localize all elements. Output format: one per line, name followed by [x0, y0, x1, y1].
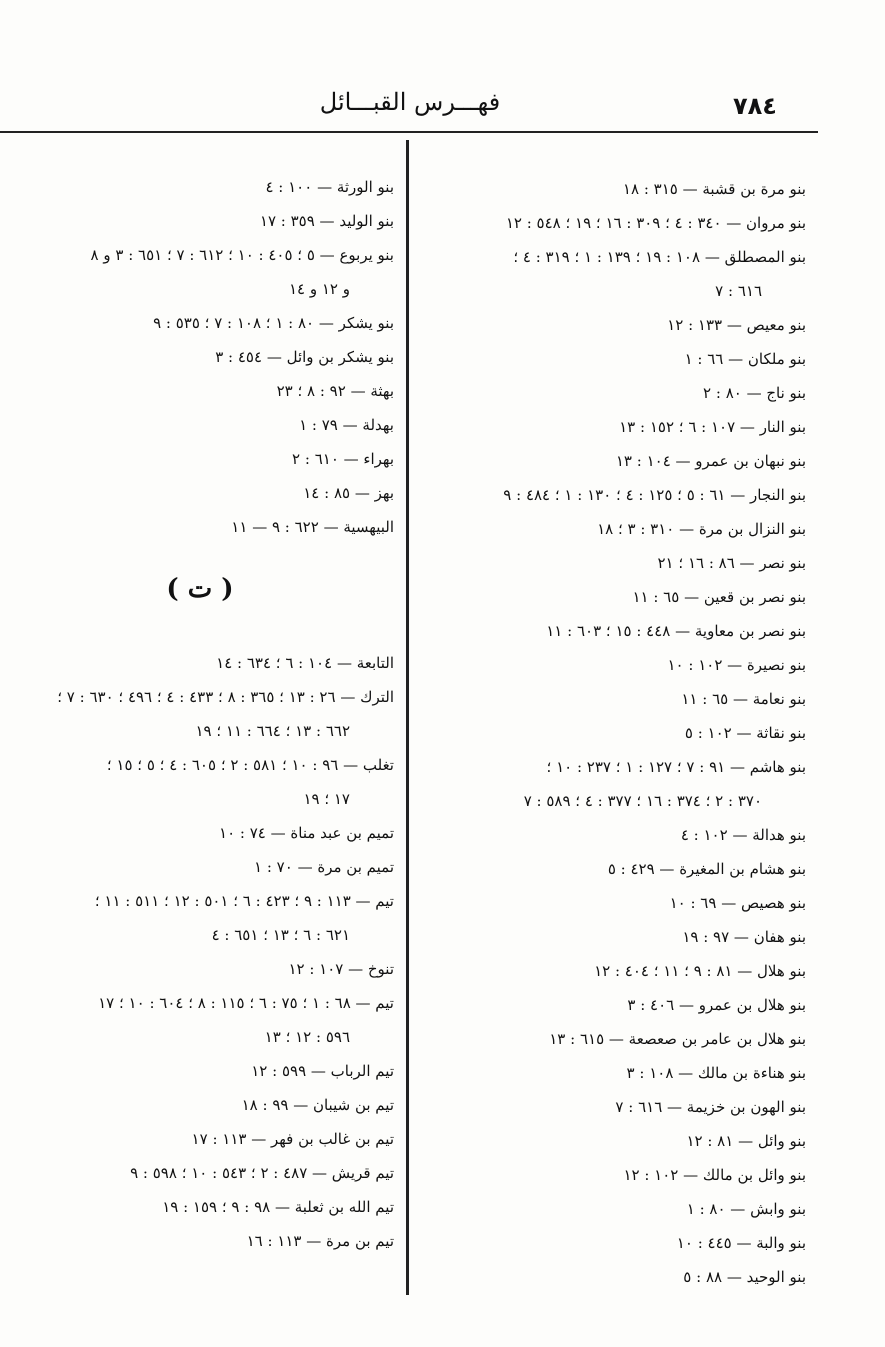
index-entry: تيم الرباب — ٥٩٩ : ١٢ — [251, 1062, 394, 1080]
left-column-top — [6, 170, 394, 544]
index-entry-continuation: ٦٢١ : ٦ ؛ ١٣ ؛ ٦٥١ : ٤ — [211, 926, 350, 944]
column-divider — [406, 140, 409, 1295]
index-entry: تيم بن غالب بن فهر — ١١٣ : ١٧ — [191, 1130, 394, 1148]
header-rule — [0, 131, 818, 133]
index-entry: بنو معيص — ١٣٣ : ١٢ — [667, 316, 806, 334]
index-entry: بنو هلال بن عامر بن صعصعة — ٦١٥ : ١٣ — [549, 1030, 806, 1048]
index-entry: بنو هشام بن المغيرة — ٤٢٩ : ٥ — [607, 860, 806, 878]
index-entry: تيم الله بن ثعلبة — ٩٨ : ٩ ؛ ١٥٩ : ١٩ — [162, 1198, 394, 1216]
index-entry: بنو الوليد — ٣٥٩ : ١٧ — [259, 212, 394, 230]
index-entry: بهراء — ٦١٠ : ٢ — [292, 450, 394, 468]
index-entry: بنو هلال — ٨١ : ٩ ؛ ١١ ؛ ٤٠٤ : ١٢ — [594, 962, 806, 980]
index-entry: بنو نعامة — ٦٥ : ١١ — [681, 690, 806, 708]
index-entry: بنو يشكر بن وائل — ٤٥٤ : ٣ — [215, 348, 394, 366]
index-entry-continuation: ٦١٦ : ٧ — [715, 282, 762, 300]
index-entry: تيم قريش — ٤٨٧ : ٢ ؛ ٥٤٣ : ١٠ ؛ ٥٩٨ : ٩ — [130, 1164, 394, 1182]
index-entry: بنو هناءة بن مالك — ١٠٨ : ٣ — [626, 1064, 806, 1082]
page-number: ٧٨٤ — [733, 92, 777, 120]
index-entry: البيهسية — ٦٢٢ : ٩ — ١١ — [231, 518, 394, 536]
letter-heading: ( ت ) — [166, 574, 234, 604]
index-entry: بنو والبة — ٤٤٥ : ١٠ — [676, 1234, 806, 1252]
index-entry: تميم بن عبد مناة — ٧٤ : ١٠ — [219, 824, 394, 842]
index-entry: بنو نقاثة — ١٠٢ : ٥ — [684, 724, 806, 742]
index-entry: بهدلة — ٧٩ : ١ — [299, 416, 394, 434]
index-entry: بنو وابش — ٨٠ : ١ — [686, 1200, 806, 1218]
index-entry-continuation: ٣٧٠ : ٢ ؛ ٣٧٤ : ١٦ ؛ ٣٧٧ : ٤ ؛ ٥٨٩ : ٧ — [523, 792, 762, 810]
running-title: فهـــرس القبـــائل — [319, 88, 501, 116]
index-entry: بنو وائل — ٨١ : ١٢ — [686, 1132, 806, 1150]
index-entry-continuation: و ١٢ و ١٤ — [288, 280, 350, 298]
index-entry: بنو يربوع — ٥ ؛ ٤٠٥ : ١٠ ؛ ٦١٢ : ٧ ؛ ٦٥١ : ٣ و ٨ — [90, 246, 394, 264]
index-entry: تنوخ — ١٠٧ : ١٢ — [288, 960, 394, 978]
index-entry: بهز — ٨٥ : ١٤ — [303, 484, 394, 502]
index-entry-continuation: ٦٦٢ : ١٣ ؛ ٦٦٤ : ١١ ؛ ١٩ — [195, 722, 350, 740]
index-entry: الترك — ٢٦ : ١٣ ؛ ٣٦٥ : ٨ ؛ ٤٣٣ : ٤ ؛ ٤٩٦ ؛ ٦٣٠ : ٧ ؛ — [57, 688, 394, 706]
index-entry: بنو هصيص — ٦٩ : ١٠ — [669, 894, 806, 912]
index-entry: بنو النزال بن مرة — ٣١٠ : ٣ ؛ ١٨ — [597, 520, 806, 538]
index-entry: بنو الهون بن خزيمة — ٦١٦ : ٧ — [615, 1098, 806, 1116]
index-entry: بنو نبهان بن عمرو — ١٠٤ : ١٣ — [615, 452, 806, 470]
index-entry: تيم بن مرة — ١١٣ : ١٦ — [246, 1232, 394, 1250]
index-entry: بنو وائل بن مالك — ١٠٢ : ١٢ — [623, 1166, 806, 1184]
index-entry: بنو النار — ١٠٧ : ٦ ؛ ١٥٢ : ١٣ — [619, 418, 806, 436]
index-entry-continuation: ٥٩٦ : ١٢ ؛ ١٣ — [264, 1028, 350, 1046]
index-entry: بنو هفان — ٩٧ : ١٩ — [682, 928, 806, 946]
index-entry: بنو نصر بن معاوية — ٤٤٨ : ١٥ ؛ ٦٠٣ : ١١ — [546, 622, 806, 640]
index-entry: تيم — ٦٨ : ١ ؛ ٧٥ : ٦ ؛ ١١٥ : ٨ ؛ ٦٠٤ : ١٠ ؛ ١٧ — [98, 994, 394, 1012]
index-entry: بنو مروان — ٣٤٠ : ٤ ؛ ٣٠٩ : ١٦ ؛ ١٩ ؛ ٥٤٨ : ١٢ — [505, 214, 806, 232]
index-entry: بنو نصر بن قعين — ٦٥ : ١١ — [632, 588, 806, 606]
index-entry: تيم بن شيبان — ٩٩ : ١٨ — [241, 1096, 394, 1114]
index-entry: تغلب — ٩٦ : ١٠ ؛ ٥٨١ : ٢ ؛ ٦٠٥ : ٤ ؛ ٥ ؛ ١٥ ؛ — [106, 756, 394, 774]
index-entry: بنو هاشم — ٩١ : ٧ ؛ ١٢٧ : ١ ؛ ٢٣٧ : ١٠ ؛ — [546, 758, 806, 776]
index-entry: بنو ناج — ٨٠ : ٢ — [703, 384, 806, 402]
index-entry: بنو نصر — ٨٦ : ١٦ ؛ ٢١ — [657, 554, 806, 572]
index-entry: بنو مرة بن قشبة — ٣١٥ : ١٨ — [622, 180, 806, 198]
index-entry: تميم بن مرة — ٧٠ : ١ — [254, 858, 394, 876]
index-entry: تيم — ١١٣ : ٩ ؛ ٤٢٣ : ٦ ؛ ٥٠١ : ١٢ ؛ ٥١١ : ١١ ؛ — [94, 892, 394, 910]
index-entry: بنو هلال بن عمرو — ٤٠٦ : ٣ — [627, 996, 806, 1014]
index-entry: التابعة — ١٠٤ : ٦ ؛ ٦٣٤ : ١٤ — [216, 654, 394, 672]
index-entry: بنو هدالة — ١٠٢ : ٤ — [680, 826, 806, 844]
index-entry: بهثة — ٩٢ : ٨ ؛ ٢٣ — [276, 382, 394, 400]
index-entry: بنو يشكر — ٨٠ : ١ ؛ ١٠٨ : ٧ ؛ ٥٣٥ : ٩ — [153, 314, 394, 332]
left-column — [6, 170, 394, 1258]
index-entry: بنو نصيرة — ١٠٢ : ١٠ — [667, 656, 806, 674]
right-column — [418, 172, 806, 1294]
index-entry: بنو الورثة — ١٠٠ : ٤ — [265, 178, 394, 196]
index-entry-continuation: ١٧ ؛ ١٩ — [303, 790, 350, 808]
index-entry: بنو المصطلق — ١٠٨ : ١٩ ؛ ١٣٩ : ١ ؛ ٣١٩ : ٤ ؛ — [513, 248, 806, 266]
left-column-bottom — [6, 646, 394, 1258]
index-entry: بنو النجار — ٦١ : ٥ ؛ ١٢٥ : ٤ ؛ ١٣٠ : ١ ؛ ٤٨٤ : ٩ — [503, 486, 806, 504]
index-entry: بنو الوحيد — ٨٨ : ٥ — [683, 1268, 806, 1286]
index-entry: بنو ملكان — ٦٦ : ١ — [684, 350, 806, 368]
